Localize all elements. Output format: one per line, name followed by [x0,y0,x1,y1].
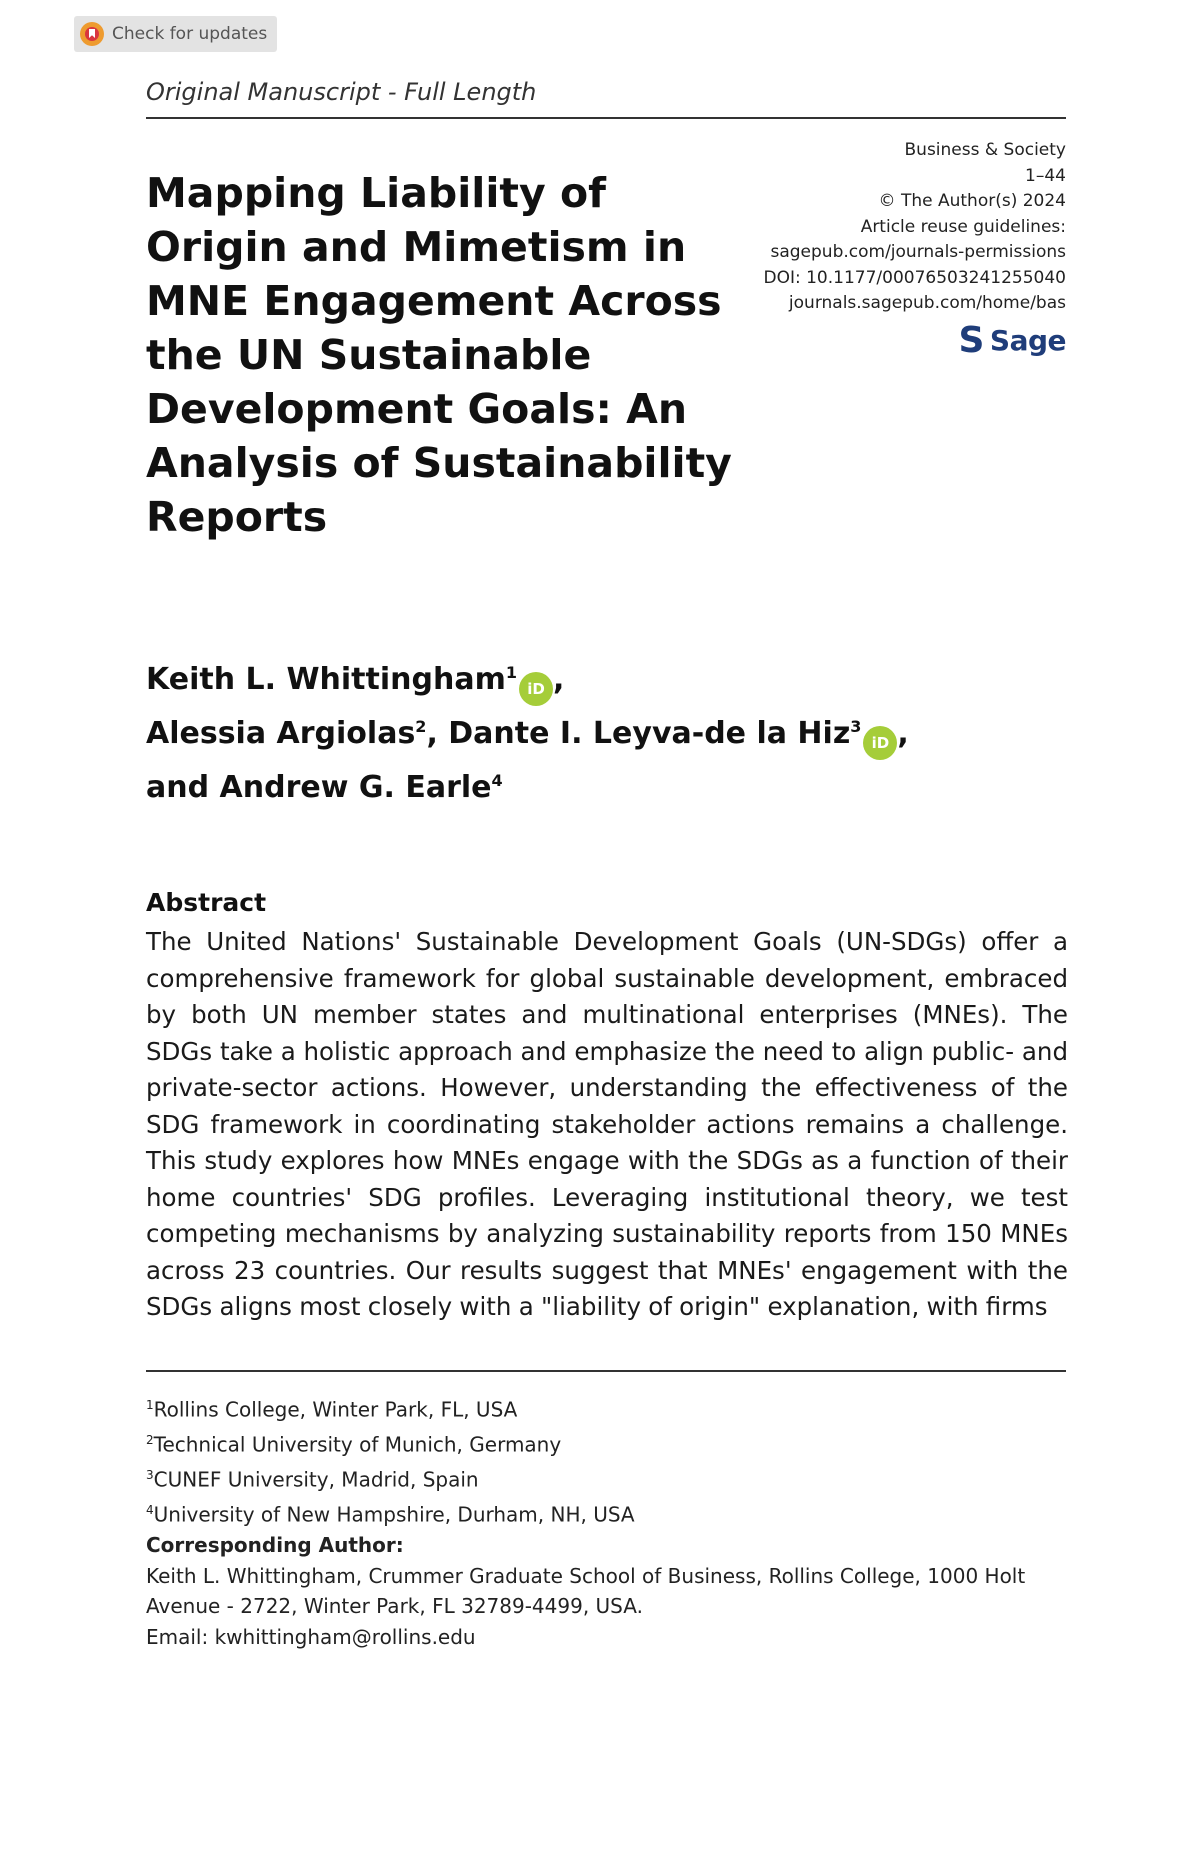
author-prefix: and [146,770,220,805]
affiliation-text: CUNEF University, Madrid, Spain [153,1467,479,1492]
author-affiliation-mark: 2 [415,717,427,736]
affiliation-mark: 3 [146,1468,154,1483]
orcid-icon[interactable]: iD [519,672,553,706]
affiliation-text: Rollins College, Winter Park, FL, USA [153,1397,518,1422]
abstract-text: The United Nations' Sustainable Development Goals (UN-SDGs) offer a comprehensive framework for global sustainable development, embraced by both UN member states and multinational enterprises (MNEs). The SDGs take a holistic approach and emphasize the need to align public- and private-sector actions. However, understanding the effectiveness of the SDG framework in coordinating stakeholder actions remains a challenge. This study explores how MNEs engage with the SDGs as a function of their home countries' SDG profiles. Leveraging institutional theory, we test competing mechanisms by analyzing sustainability reports from 150 MNEs across 23 countries. Our results suggest that MNEs' engagement with the SDGs aligns most closely with a "liability of origin" explanation, with firms [146,927,1068,1321]
copyright: © The Author(s) 2024 [878,191,1066,211]
affiliation-item [146,1390,635,1425]
header-rule [146,117,1066,119]
affiliation-item [146,1460,635,1495]
page-range: 1–44 [1025,165,1066,186]
manuscript-type: Original Manuscript - Full Length [146,78,537,106]
author-name: Dante I. Leyva-de la Hiz [448,716,851,751]
sage-s-icon: S [958,319,984,361]
author-name: Alessia Argiolas [146,716,416,751]
publisher-name: Sage [989,323,1066,357]
sage-logo [958,319,1066,361]
crossmark-icon [80,22,104,46]
corresponding-author-heading: Corresponding Author: [146,1533,404,1557]
affiliation-item [146,1425,635,1460]
corresponding-author [146,1530,1066,1652]
affiliation-mark: 4 [146,1503,154,1518]
corresponding-author-address: Keith L. Whittingham, Crummer Graduate School of Business, Rollins College, 1000 Holt Avenue - 2722, Winter Park, FL 32789-4499, USA. [146,1563,1026,1618]
journal-meta [763,138,1066,360]
journal-homepage-link[interactable]: journals.sagepub.com/home/bas [788,293,1066,313]
affiliation-list [146,1390,635,1531]
doi-link[interactable]: DOI: 10.1177/00076503241255040 [763,267,1066,288]
journal-name: Business & Society [904,140,1066,160]
author-affiliation-mark: 1 [505,663,517,682]
affiliation-mark: 1 [146,1398,154,1412]
corresponding-author-email[interactable]: Email: kwhittingham@rollins.edu [146,1624,476,1649]
author-list: Keith L. Whittingham$^1$iD , Alessia Argiolas$^2$, Dante I. Leyva-de la Hiz$^3$iD , and Andrew G. Earle$^4$ [146,662,909,805]
affiliation-mark: 2 [146,1433,154,1448]
orcid-icon[interactable]: iD [863,726,897,760]
affiliation-text: University of New Hampshire, Durham, NH, USA [153,1503,635,1528]
author-name: Andrew G. Earle [219,770,492,805]
author-name: Keith L. Whittingham [146,662,506,697]
footnote-rule [146,1370,1066,1372]
affiliation-text: Technical University of Munich, Germany [153,1432,562,1457]
affiliation-item [146,1495,635,1530]
abstract-heading: Abstract [146,888,267,917]
reuse-label: Article reuse guidelines: [860,216,1066,237]
check-for-updates-badge[interactable] [74,16,277,52]
author-affiliation-mark: 4 [491,771,503,790]
article-title: Mapping Liability of Origin and Mimetism in MNE Engagement Across the UN Sustainable Development Goals: An Analysis of Sustainability Reports [146,169,732,541]
reuse-link[interactable]: sagepub.com/journals-permissions [770,242,1066,262]
check-for-updates-label: Check for updates [112,24,268,44]
author-affiliation-mark: 3 [850,717,862,736]
